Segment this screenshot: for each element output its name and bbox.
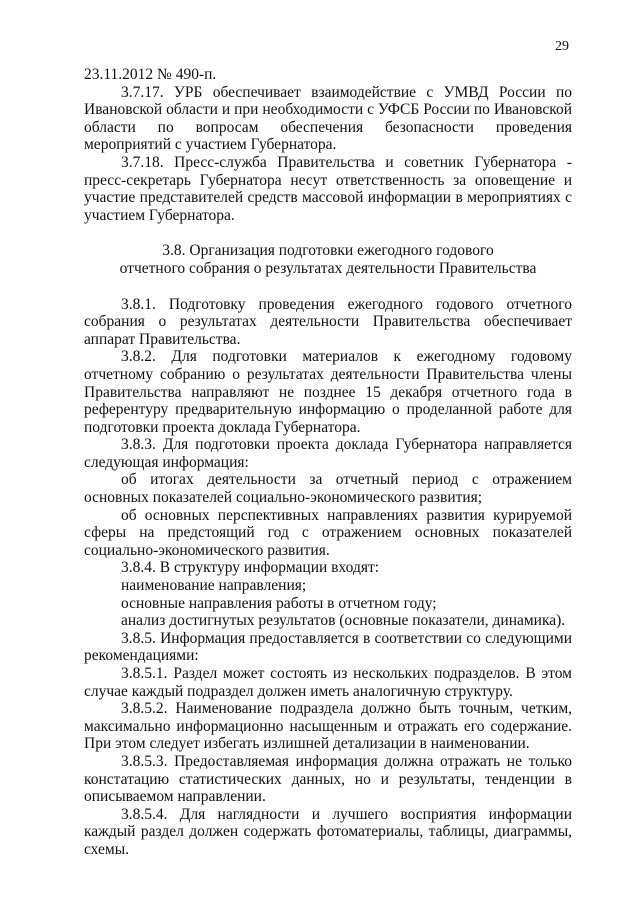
paragraph: 3.8.1. Подготовку проведения ежегодного годового отчетного собрания о результатах деятельности Правительства обеспечивает аппарат Правительства.: [84, 295, 572, 348]
paragraph: 3.8.4. В структуру информации входят:: [121, 559, 380, 577]
document-body: [84, 66, 572, 859]
paragraph: 3.8.3. Для подготовки проекта доклада Губернатора направляется следующая информация:: [84, 436, 572, 471]
paragraph: 3.8.5. Информация предоставляется в соответствии со следующими рекомендациями:: [84, 629, 572, 665]
paragraph: 23.11.2012 № 490-п.: [84, 66, 217, 83]
paragraph: 3.8.5.3. Предоставляемая информация должна отражать не только констатацию статистических данных, но и результаты, тенденции в описываемом направлении.: [84, 752, 572, 806]
paragraph: наименование направления;: [121, 577, 307, 595]
paragraph: 3.8.2. Для подготовки материалов к ежегодному годовому отчетному собранию о результатах деятельности Правительства члены Правительства направляют не позднее 15 декабря отчетного года в референтуру предварительную информацию о проделанной работе для подготовки проекта доклада Губернатора.: [84, 348, 572, 436]
spacer: [84, 224, 572, 242]
paragraph: 3.8.5.4. Для наглядности и лучшего восприятия информации каждый раздел должен содержать фотоматериалы, таблицы, диаграммы, схемы.: [84, 805, 572, 858]
paragraph: анализ достигнутых результатов (основные показатели, динамика).: [121, 612, 566, 630]
paragraph: об основных перспективных направлениях развития курируемой сферы на предстоящий год с отражением основных показателей социально-экономического развития.: [84, 506, 572, 559]
paragraph: 3.7.17. УРБ обеспечивает взаимодействие с УМВД России по Ивановской области и при необходимости с УФСБ России по Ивановской области по вопросам обеспечения безопасности проведения мероприятий с участием Губернатора.: [84, 83, 572, 154]
paragraph: 3.8.5.2. Наименование подраздела должно быть точным, четким, максимально информационно насыщенным и отражать его содержание. При этом следует избегать излишней детализации в наименовании.: [84, 700, 572, 753]
paragraph: 3.8.5.1. Раздел может состоять из нескольких подразделов. В этом случае каждый подраздел должен иметь аналогичную структуру.: [84, 665, 572, 700]
paragraph: об итогах деятельности за отчетный период с отражением основных показателей социально-экономического развития;: [84, 471, 572, 507]
section-heading: отчетного собрания о результатах деятельности Правительства: [119, 259, 537, 277]
paragraph: основные направления работы в отчетном году;: [121, 594, 437, 612]
paragraph: 3.7.18. Пресс-служба Правительства и советник Губернатора - пресс-секретарь Губернатора несут ответственность за оповещение и участие представителей средств массовой информации в мероприятиях с участием Губернатора.: [84, 153, 572, 224]
section-heading: 3.8. Организация подготовки ежегодного годового: [162, 242, 494, 260]
spacer: [84, 278, 572, 296]
page-number: 29: [555, 39, 569, 54]
